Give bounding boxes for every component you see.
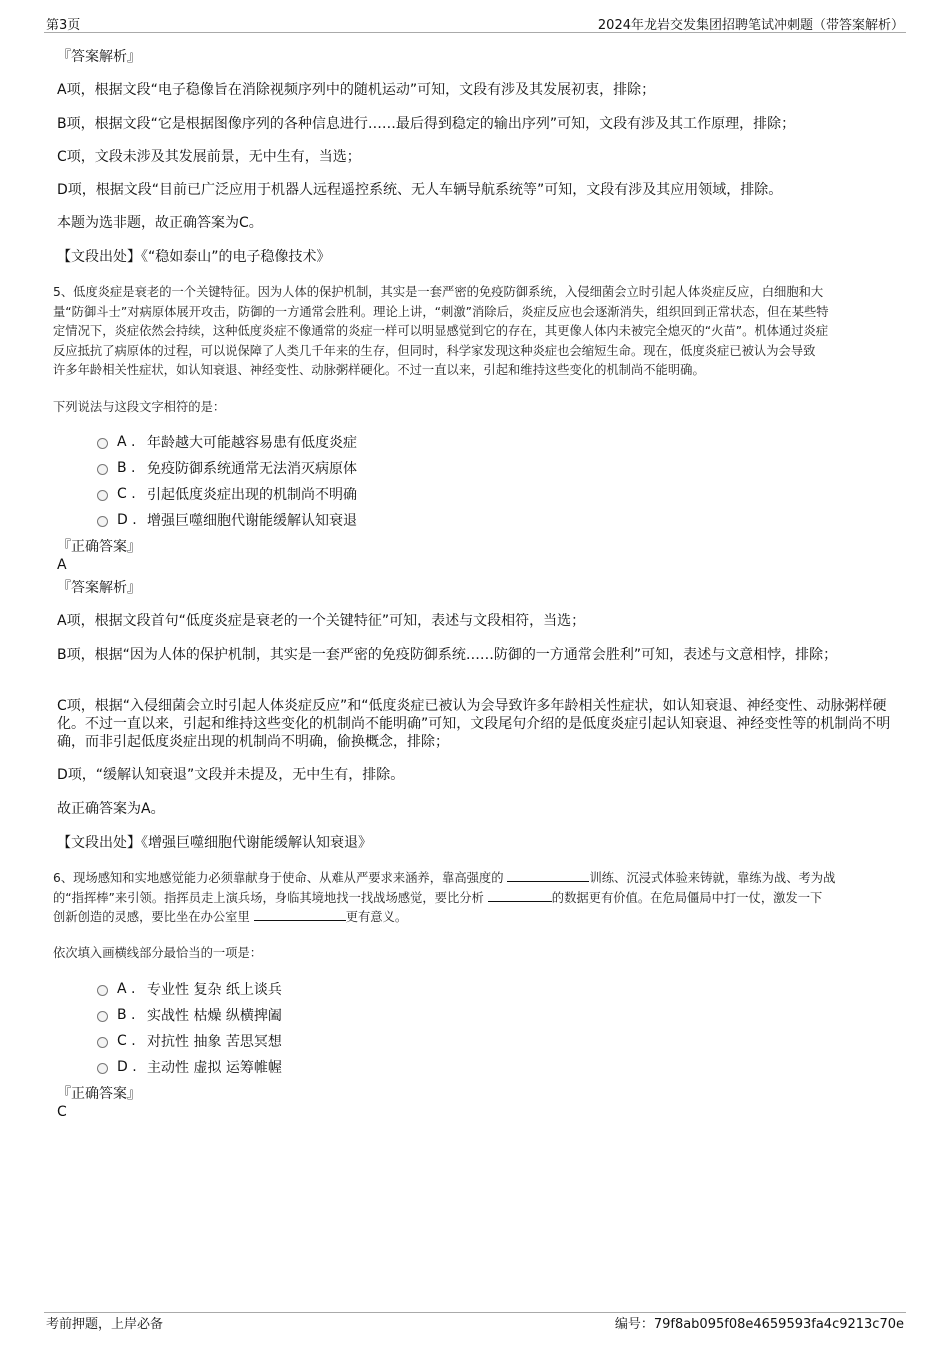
correct-answer: C	[57, 1104, 67, 1120]
source-citation: 【文段出处】《增强巨噬细胞代谢能缓解认知衰退》	[57, 835, 372, 851]
footer-slogan: 考前押题，上岸必备	[46, 1317, 164, 1332]
radio-button[interactable]	[97, 516, 108, 527]
stem-text: 创新创造的灵感，要比坐在办公室里	[53, 910, 250, 924]
analysis-line: D项，“缓解认知衰退”文段并未提及，无中生有，排除。	[57, 767, 405, 783]
stem-text: 的数据更有价值。在危局僵局中打一仗，激发一下	[551, 890, 823, 905]
stem-line: 量“防御斗士”对病原体展开攻击，防御的一方通常会胜利。理论上讲，“刺激”消除后，炎症反应也会逐渐消失，组织回到正常状态，但在某些特	[53, 304, 829, 319]
radio-button[interactable]	[97, 438, 108, 449]
header-divider	[44, 32, 906, 33]
analysis-line: D项，根据文段“目前已广泛应用于机器人远程遥控系统、无人车辆导航系统等”可知，文段有涉及其应用领域，排除。	[57, 182, 783, 198]
option-letter: B .	[117, 1007, 136, 1023]
option-b[interactable]	[97, 1005, 282, 1025]
option-text: 引起低度炎症出现的机制尚不明确	[147, 487, 357, 503]
question-5-stem	[53, 283, 901, 381]
option-a[interactable]	[97, 979, 282, 999]
option-d[interactable]	[97, 1057, 282, 1077]
radio-button[interactable]	[97, 1063, 108, 1074]
analysis-line: 故正确答案为A。	[57, 801, 165, 817]
stem-line: 5、低度炎症是衰老的一个关键特征。因为人体的保护机制，其实是一套严密的免疫防御系统，入侵细菌会立时引起人体炎症反应，白细胞和大	[53, 285, 824, 299]
stem-text: 更有意义。	[345, 910, 408, 924]
radio-button[interactable]	[97, 464, 108, 475]
source-citation: 【文段出处】《“稳如泰山”的电子稳像技术》	[57, 249, 331, 265]
option-letter: A .	[117, 434, 136, 450]
option-a[interactable]	[97, 432, 357, 452]
analysis-line: C项，文段未涉及其发展前景，无中生有，当选；	[57, 149, 361, 165]
option-letter: D .	[117, 512, 137, 528]
analysis-label: 『答案解析』	[57, 49, 141, 65]
question-prompt: 下列说法与这段文字相符的是：	[53, 400, 226, 414]
stem-text: 训练、沉浸式体验来铸就，靠练为战、考为战	[589, 871, 836, 885]
option-text: 专业性 复杂 纸上谈兵	[147, 982, 282, 998]
option-text: 实战性 枯燥 纵横捭阖	[147, 1008, 282, 1024]
answer-label: 『正确答案』	[57, 1086, 141, 1102]
option-b[interactable]	[97, 458, 357, 478]
option-d[interactable]	[97, 510, 357, 530]
option-letter: C .	[117, 1033, 136, 1049]
blank-2	[488, 889, 552, 902]
question-6-stem	[53, 869, 901, 928]
option-letter: C .	[117, 486, 136, 502]
correct-answer: A	[57, 557, 67, 573]
stem-line: 反应抵抗了病原体的过程，可以说保障了人类几千年来的生存，但同时，科学家发现这种炎症也会缩短生命。现在，低度炎症已被认为会导致	[53, 343, 816, 358]
stem-text: 的“指挥棒”来引领。指挥员走上演兵场，身临其境地找一找战场感觉，要比分析	[53, 890, 484, 905]
radio-button[interactable]	[97, 985, 108, 996]
option-letter: A .	[117, 981, 136, 997]
option-letter: D .	[117, 1059, 137, 1075]
stem-line: 定情况下，炎症依然会持续，这种低度炎症不像通常的炎症一样可以明显感觉到它的存在，其更像人体内未被完全熄灭的“火苗”。机体通过炎症	[53, 324, 829, 338]
option-text: 对抗性 抽象 苦思冥想	[147, 1034, 282, 1050]
analysis-line: B项，根据文段“它是根据图像序列的各种信息进行……最后得到稳定的输出序列”可知，文段有涉及其工作原理，排除；	[57, 116, 796, 132]
answer-label: 『正确答案』	[57, 539, 141, 555]
blank-3	[254, 908, 346, 921]
analysis-line: C项，根据“入侵细菌会立时引起人体炎症反应”和“低度炎症已被认为会导致许多年龄相关性症状，如认知衰退、神经变性、动脉粥样硬化。不过一直以来，引起和维持这些变化的机制尚不能明确”可知，文段尾句介绍的是低度炎症引起认知衰退、神经变性等的机制尚不明确，而非引起低度炎症出现的机制尚不明确，偷换概念，排除；	[57, 698, 891, 750]
option-text: 增强巨噬细胞代谢能缓解认知衰退	[147, 513, 357, 529]
option-letter: B .	[117, 460, 136, 476]
analysis-line: A项，根据文段首句“低度炎症是衰老的一个关键特征”可知，表述与文段相符，当选；	[57, 613, 586, 629]
analysis-line: 本题为选非题，故正确答案为C。	[57, 215, 263, 231]
option-text: 免疫防御系统通常无法消灭病原体	[147, 461, 357, 477]
analysis-label: 『答案解析』	[57, 580, 141, 596]
analysis-line: A项，根据文段“电子稳像旨在消除视频序列中的随机运动”可知，文段有涉及其发展初衷，排除；	[57, 82, 656, 98]
option-text: 年龄越大可能越容易患有低度炎症	[147, 435, 357, 451]
stem-text: 6、现场感知和实地感觉能力必须靠献身于使命、从难从严要求来涵养，靠高强度的	[53, 871, 504, 885]
radio-button[interactable]	[97, 1037, 108, 1048]
stem-line: 许多年龄相关性症状，如认知衰退、神经变性、动脉粥样硬化。不过一直以来，引起和维持这些变化的机制尚不能明确。	[53, 363, 705, 377]
page-number: 第3页	[46, 18, 81, 33]
option-c[interactable]	[97, 1031, 282, 1051]
blank-1	[507, 869, 589, 882]
radio-button[interactable]	[97, 1011, 108, 1022]
radio-button[interactable]	[97, 490, 108, 501]
document-title: 2024年龙岩交发集团招聘笔试冲刺题（带答案解析）	[597, 18, 904, 33]
option-text: 主动性 虚拟 运筹帷幄	[147, 1060, 282, 1076]
option-c[interactable]	[97, 484, 357, 504]
question-prompt: 依次填入画横线部分最恰当的一项是：	[53, 946, 263, 960]
document-id: 编号：79f8ab095f08e4659593fa4c9213c70e	[614, 1317, 904, 1332]
analysis-line: B项，根据“因为人体的保护机制，其实是一套严密的免疫防御系统……防御的一方通常会胜利”可知，表述与文意相悖，排除；	[57, 647, 838, 663]
